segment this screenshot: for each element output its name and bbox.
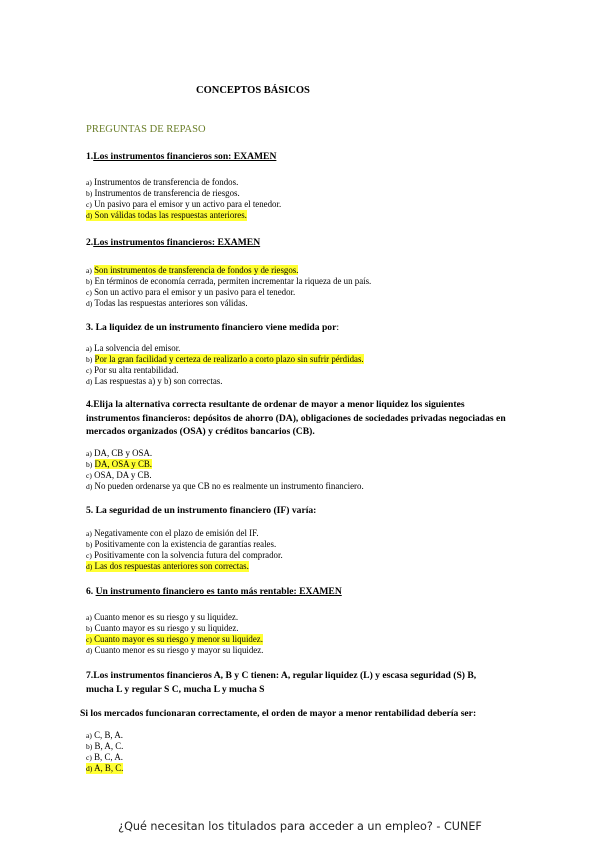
question-4 [86,398,516,439]
question-5 [86,504,316,517]
q3-option-c: c) Por su alta rentabilidad. [86,365,179,375]
question-2 [86,236,260,249]
question-text: La liquidez de un instrumento financiero viene medida por [95,322,337,333]
q7-option-a: a) C, B, A. [86,730,123,740]
q1-option-c: c) Un pasivo para el emisor y un activo para el tenedor. [86,199,282,209]
question-text: Los instrumentos financieros A, B y C tienen: A, regular liquidez (L) y escasa seguridad (S) B, mucha L y regular S C, mucha L y mucha S [86,670,477,695]
question-text: Los instrumentos financieros son: EXAMEN [93,151,277,162]
page-title: CONCEPTOS BÁSICOS [196,85,310,96]
q1-option-b: b) Instrumentos de transferencia de riesgos. [86,188,240,198]
question-number: 2. [86,237,94,248]
question-text: La seguridad de un instrumento financiero (IF) varía: [95,505,317,516]
question-number: 6. [86,586,94,597]
question-text: Los instrumentos financieros: EXAMEN [93,237,261,248]
section-subtitle: PREGUNTAS DE REPASO [86,124,206,135]
q3-option-a: a) La solvencia del emisor. [86,343,181,353]
question-number: 5. [86,505,94,516]
q7-option-b: b) B, A, C. [86,741,124,751]
question-3: 3. La liquidez de un instrumento financiero viene medida por: [86,322,340,333]
question-number: 7. [86,670,94,681]
q5-option-d-answer: d) Las dos respuestas anteriores son correctas. [86,561,249,571]
question-number: 3. [86,322,94,333]
question-7-followup: Si los mercados funcionaran correctamente, el orden de mayor a menor rentabilidad debería ser: [80,708,477,719]
q6-option-c-answer: c) Cuanto mayor es su riesgo y menor su liquidez. [86,634,263,644]
q4-option-c: c) OSA, DA y CB. [86,470,152,480]
q2-option-d: d) Todas las respuestas anteriores son válidas. [86,298,248,308]
q5-option-c: c) Positivamente con la solvencia futura del comprador. [86,550,283,560]
q6-option-b: b) Cuanto mayor es su riesgo y su liquidez. [86,623,239,633]
question-number: 4. [86,399,94,410]
q4-option-a: a) DA, CB y OSA. [86,448,153,458]
q1-option-a: a) Instrumentos de transferencia de fondos. [86,177,239,187]
q4-option-b-answer: b) DA, OSA y CB. [86,459,152,469]
q3-option-d: d) Las respuestas a) y b) son correctas. [86,376,223,386]
q6-option-a: a) Cuanto menor es su riesgo y su liquidez. [86,612,239,622]
q5-option-a: a) Negativamente con el plazo de emisión del IF. [86,528,259,538]
q2-option-c: c) Son un activo para el emisor y un pasivo para el tenedor. [86,287,296,297]
question-number: 1. [86,151,94,162]
q6-option-d: d) Cuanto menor es su riesgo y mayor su liquidez. [86,645,264,655]
q3-option-b-answer: b) Por la gran facilidad y certeza de realizarlo a corto plazo sin sufrir pérdidas. [86,354,364,364]
question-1 [86,150,276,163]
question-6 [86,585,342,598]
q5-option-b: b) Positivamente con la existencia de garantías reales. [86,539,277,549]
q2-option-a-answer: a) Son instrumentos de transferencia de fondos y de riesgos. [86,265,299,275]
q4-option-d: d) No pueden ordenarse ya que CB no es realmente un instrumento financiero. [86,481,364,491]
question-text: Un instrumento financiero es tanto más rentable: EXAMEN [95,586,342,597]
question-7 [86,669,506,696]
q7-option-c: c) B, C, A. [86,752,123,762]
question-text: Elija la alternativa correcta resultante de ordenar de mayor a menor liquidez los siguientes instrumentos financieros: depósitos de ahorro (DA), obligaciones de sociedades privadas negociadas en mercados organizados (OSA) y créditos bancarios (CB). [86,399,506,437]
page-footer: ¿Qué necesitan los titulados para acceder a un empleo? - CUNEF [118,820,482,833]
q1-option-d-answer: d) Son válidas todas las respuestas anteriores. [86,210,247,220]
q7-option-d-answer: d) A, B, C. [86,763,124,773]
q2-option-b: b) En términos de economía cerrada, permiten incrementar la riqueza de un país. [86,276,372,286]
